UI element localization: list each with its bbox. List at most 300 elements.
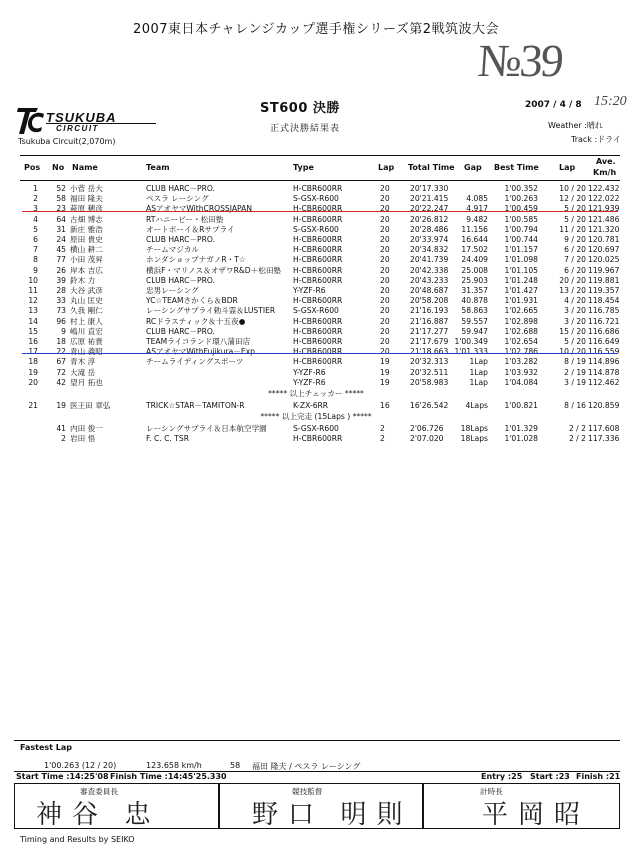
header-bottom-rule [20,180,620,181]
cell-gap: 4Laps [465,401,488,410]
cell-blap: 3 / 20 [564,316,586,326]
cell-lap: 19 [380,377,390,387]
cell-total: 21'17.679 [410,337,449,346]
cell-blap: 13 / 20 [559,286,586,295]
cell-ave: 116.785 [588,306,620,316]
cell-lap: 20 [380,296,390,306]
logo-text: TSUKUBA [46,110,117,125]
cell-best: 1'01.105 [504,265,538,275]
cell-total: 20'42.338 [410,265,449,275]
cell-blap: 20 / 20 [559,275,586,285]
cell-no: 28 [56,286,66,295]
cell-blap: 5 / 20 [564,204,586,214]
col-no: No [52,163,65,172]
table-row [0,276,632,285]
cell-pos: 19 [28,367,38,377]
fastest-lap-speed: 123.658 km/h [146,761,202,770]
cell-blap: 7 / 20 [564,255,586,265]
start-count: Start :23 [530,772,570,781]
cell-pos: 8 [33,255,38,265]
cell-lap: 16 [380,401,390,410]
col-best-lap: Lap [559,163,576,172]
timing-credit: Timing and Results by SEIKO [20,835,135,844]
cell-pos: 3 [33,204,38,214]
cell-type: S-GSX-R600 [293,194,339,204]
cell-name: 鈴木 力 [70,275,96,285]
cell-ave: 121.320 [588,224,620,234]
cell-team: ペスラ レーシング [146,194,209,204]
cell-name: 横山 耕二 [70,245,103,255]
cell-type: H-CBR600RR [293,357,343,367]
cell-name: 望月 拓也 [70,377,103,387]
cell-total: 21'17.277 [410,326,449,336]
cell-ave: 119.881 [588,275,620,285]
cell-team: チームライディングスポーツ [146,357,244,367]
cell-best: 1'00.744 [504,235,538,244]
cell-blap: 3 / 20 [564,306,586,316]
cell-lap: 2 [380,424,385,433]
cell-name: 村上 康人 [70,316,103,326]
cell-team: RTハニービー・松田塾 [146,214,224,224]
cell-blap: 2 / 2 [568,424,586,433]
cell-lap: 2 [380,434,385,444]
entry-count: Entry :25 [481,772,523,781]
cell-best: 1'02.898 [504,316,538,326]
cell-gap: 1'00.349 [454,337,488,346]
cell-no: 77 [56,255,66,265]
cell-total: 20'32.313 [410,357,449,367]
cell-gap: 1Lap [469,357,488,367]
fastest-lap-rider: 福田 隆夫 / ペスラ レーシング [252,762,361,771]
track-condition: Track :ドライ [571,135,621,144]
cell-name: 嶋川 直宏 [70,326,103,336]
steward-signature: 神谷 忠 [36,800,161,829]
table-row [0,235,632,244]
cell-blap: 11 / 20 [559,224,586,234]
cell-no: 18 [56,337,66,346]
cell-lap: 20 [380,194,390,204]
cell-team: YC☆TEAMさかくら＆BDR [146,296,238,306]
cell-name: 萩原 穂彦 [70,204,103,214]
cell-pos: 12 [28,296,38,306]
cell-total: 20'43.233 [410,275,449,285]
doc-subtitle: 正式決勝結果表 [270,124,341,134]
cell-no: 72 [56,367,66,377]
cell-total: 20'22.247 [410,204,449,214]
timekeeper-label: 計時長 [480,787,503,796]
cell-pos: 1 [33,184,38,193]
cell-best: 1'00.263 [504,194,538,204]
cell-type: S-GSX-R600 [293,224,339,234]
cell-total: 20'58.208 [410,296,449,306]
cell-gap: 25.008 [461,265,488,275]
cell-no: 41 [56,424,66,433]
cell-name: 医王田 章弘 [70,401,111,410]
cell-lap: 20 [380,326,390,336]
cell-lap: 20 [380,306,390,316]
cell-blap: 5 / 20 [564,214,586,224]
cell-ave: 117.608 [588,424,620,433]
cell-blap: 6 / 20 [564,245,586,255]
cell-total: 20'21.415 [410,194,449,204]
cell-gap: 25.903 [461,275,488,285]
fastest-lap-no: 58 [230,761,241,770]
cell-total: 2'06.726 [410,424,444,433]
cell-total: 20'28.486 [410,224,449,234]
event-title: ST600 決勝 [260,101,340,116]
cell-no: 24 [56,235,66,244]
cell-team: CLUB HARC－PRO. [146,275,215,285]
cell-lap: 20 [380,275,390,285]
cell-pos: 18 [28,357,38,367]
cell-type: H-CBR600RR [293,337,343,346]
cell-team: チームマジカル [146,245,200,255]
cell-type: Y-YZF-R6 [293,367,326,377]
cell-gap: 24.409 [461,255,488,265]
start-time: Start Time :14:25'08 [16,772,109,781]
cell-team: 忠男レーシング [146,286,199,295]
weather: Weather :晴れ [548,121,603,130]
cell-gap: 16.644 [461,235,488,244]
cell-type: H-CBR600RR [293,235,343,244]
cell-type: H-CBR600RR [293,326,343,336]
series-title: 2007東日本チャレンジカップ選手権シリーズ第2戦筑波大会 [132,22,500,37]
cell-total: 21'18.663 [410,347,449,357]
logo-subtext: CIRCUIT [56,124,99,133]
cell-team: TRICK☆STAR－TAMITON-R [146,401,245,410]
cell-team: ASアオヤマWithFujikura－Exp [146,347,255,357]
cell-best: 1'00.459 [504,204,538,214]
cell-lap: 20 [380,214,390,224]
cell-best: 1'01.248 [504,275,538,285]
cell-pos: 10 [28,275,38,285]
cell-gap: 18Laps [460,424,488,433]
cell-lap: 20 [380,286,390,295]
cell-lap: 20 [380,337,390,346]
cell-lap: 20 [380,265,390,275]
table-row [0,215,632,224]
cell-best: 1'01.329 [504,424,538,433]
cell-pos: 2 [33,194,38,204]
cell-ave: 120.781 [588,235,620,244]
cell-blap: 6 / 20 [564,265,586,275]
cell-ave: 116.686 [588,326,620,336]
cell-team: 横浜F・マリノス＆オザワR&D＋松田塾 [146,265,282,275]
cell-pos: 6 [33,235,38,244]
cell-name: 岩田 悟 [70,434,96,444]
table-row [0,204,632,213]
cell-pos: 5 [33,224,38,234]
cell-ave: 114.878 [588,367,620,377]
table-row [0,327,632,336]
cell-gap: 59.557 [461,316,488,326]
cell-type: H-CBR600RR [293,255,343,265]
cell-type: H-CBR600RR [293,316,343,326]
cell-ave: 120.025 [588,255,620,265]
cell-gap: 4.085 [466,194,488,204]
cell-total: 20'32.511 [410,367,449,377]
cell-name: 岸本 吉広 [70,265,103,275]
table-row [0,368,632,377]
cell-team: TEAMライコランド環八蒲田店 [146,337,251,346]
cell-blap: 12 / 20 [559,194,586,204]
fastest-lap-rule [14,740,620,741]
cell-blap: 10 / 20 [559,184,586,193]
cell-total: 2'07.020 [410,434,444,444]
cell-lap: 20 [380,184,390,193]
cell-best: 1'01.931 [504,296,538,306]
cell-type: H-CBR600RR [293,275,343,285]
cell-blap: 8 / 16 [564,401,586,410]
cell-ave: 121.486 [588,214,620,224]
cell-blap: 15 / 20 [559,326,586,336]
cell-ave: 112.462 [588,377,620,387]
cell-ave: 118.454 [588,296,620,306]
cell-ave: 119.357 [588,286,620,295]
cell-team: CLUB HARC－PRO. [146,235,215,244]
director-label: 競技監督 [292,787,323,796]
cell-blap: 9 / 20 [564,235,586,244]
cell-pos: 4 [33,214,38,224]
cell-team: CLUB HARC－PRO. [146,326,215,336]
cell-no: 26 [56,265,66,275]
cell-type: Y-YZF-R6 [293,286,326,295]
cell-best: 1'00.821 [504,401,538,410]
cell-name: 福田 隆夫 [70,194,103,204]
cell-best: 1'00.585 [504,214,538,224]
cell-pos: 9 [33,265,38,275]
cell-best: 1'01.427 [504,286,538,295]
cell-pos: 14 [28,316,38,326]
cell-lap: 19 [380,367,390,377]
cell-pos: 17 [28,347,38,357]
table-row [0,378,632,387]
table-row [0,337,632,346]
cell-no: 2 [61,434,66,444]
cell-type: H-CBR600RR [293,434,343,444]
cell-no: 22 [56,347,66,357]
cell-gap: 1Lap [469,367,488,377]
cell-pos: 16 [28,337,38,346]
cell-total: 20'48.687 [410,286,449,295]
fastest-lap-label: Fastest Lap [20,743,72,752]
cell-lap: 20 [380,245,390,255]
cell-blap: 4 / 20 [564,296,586,306]
table-row [0,317,632,326]
cell-no: 23 [56,204,66,214]
cell-no: 96 [56,316,66,326]
cell-blap: 2 / 2 [568,434,586,444]
cell-no: 73 [56,306,66,316]
cell-pos: 20 [28,377,38,387]
cell-ave: 120.859 [588,401,620,410]
fastest-lap-time: 1'00.263 (12 / 20) [44,761,117,770]
table-row [0,245,632,254]
cell-gap: 1'01.333 [454,347,488,357]
table-row [0,184,632,193]
cell-name: 古畑 博志 [70,214,103,224]
cell-lap: 19 [380,357,390,367]
cell-no: 45 [56,245,66,255]
cell-total: 21'16.193 [410,306,449,316]
cell-blap: 10 / 20 [559,347,586,357]
cell-team: オートボーイ＆Rサプライ [146,224,235,234]
cell-type: S-GSX-R600 [293,306,339,316]
cell-gap: 1Lap [469,377,488,387]
cell-total: 16'26.542 [410,401,449,410]
col-ave: Ave. [596,157,616,166]
cell-no: 9 [61,326,66,336]
cell-no: 33 [56,296,66,306]
cell-name: 青木 淳 [70,357,96,367]
table-row [0,286,632,295]
cell-blap: 3 / 19 [564,377,586,387]
cell-ave: 117.336 [588,434,620,444]
header-top-rule [20,155,620,156]
cell-name: 小菅 岳大 [70,184,103,193]
cell-no: 31 [56,224,66,234]
col-team: Team [146,163,170,172]
table-row [0,266,632,275]
finish-note: ***** 以上完走 (15Laps ) ***** [260,412,372,421]
circuit-name: Tsukuba Circuit(2,070m) [18,137,116,146]
cell-total: 20'58.983 [410,377,449,387]
cell-gap: 4.917 [466,204,488,214]
cell-ave: 116.559 [588,347,620,357]
cell-blap: 2 / 19 [564,367,586,377]
finish-count: Finish :21 [576,772,621,781]
cell-lap: 20 [380,316,390,326]
cell-pos: 7 [33,245,38,255]
cell-no: 42 [56,377,66,387]
cell-name: 青山 義昭 [70,347,103,357]
cell-gap: 58.863 [461,306,488,316]
col-best: Best Time [494,163,539,172]
cell-gap: 31.357 [461,286,488,295]
cell-no: 64 [56,214,66,224]
cell-type: H-CBR600RR [293,184,343,193]
cell-team: レーシングサプライ＆日本航空学園 [146,424,267,433]
timekeeper-signature: 平岡昭 [482,800,591,829]
col-type: Type [293,163,314,172]
cell-type: H-CBR600RR [293,347,343,357]
cell-best: 1'02.786 [504,347,538,357]
cell-best: 1'03.932 [504,367,538,377]
cell-total: 20'26.812 [410,214,449,224]
cell-lap: 20 [380,347,390,357]
table-row [0,434,632,443]
cell-gap: 18Laps [460,434,488,444]
cell-pos: 11 [28,286,38,295]
col-ave-unit: Km/h [593,168,617,177]
cell-type: H-CBR600RR [293,245,343,255]
table-row [0,194,632,203]
cell-ave: 119.967 [588,265,620,275]
cell-best: 1'01.098 [504,255,538,265]
cell-type: H-CBR600RR [293,265,343,275]
cell-type: H-CBR600RR [293,296,343,306]
cell-best: 1'00.794 [504,224,538,234]
cell-no: 67 [56,357,66,367]
cell-name: 小田 茂昇 [70,255,103,265]
cell-name: 大滝 岳 [70,367,96,377]
cell-best: 1'00.352 [504,184,538,193]
cell-total: 20'33.974 [410,235,449,244]
cell-gap: 59.947 [461,326,488,336]
cell-total: 20'17.330 [410,184,449,193]
steward-label: 審査委員長 [80,787,118,796]
table-row [0,306,632,315]
cell-no: 58 [56,194,66,204]
cell-lap: 20 [380,224,390,234]
cell-gap: 17.502 [461,245,488,255]
cell-type: H-CBR600RR [293,204,343,214]
tsukuba-logo-icon [16,104,46,140]
entry-number-stamp: №39 [476,35,564,86]
cell-team: ASアオヤマWithCROSSJAPAN [146,204,253,214]
cell-blap: 5 / 20 [564,337,586,346]
cell-team: RCドラスティック＆十五夜● [146,316,246,326]
cell-pos: 13 [28,306,38,316]
cell-team: F. C. C. TSR [146,434,189,444]
col-total: Total Time [408,163,455,172]
cell-ave: 116.649 [588,337,620,346]
cell-lap: 20 [380,204,390,214]
cell-pos: 15 [28,326,38,336]
cell-best: 1'04.084 [504,377,538,387]
handwritten-time: 15:20 [594,94,627,109]
cell-name: 丸山 匡史 [70,296,103,306]
cell-team: CLUB HARC－PRO. [146,184,215,193]
cell-type: H-CBR600RR [293,214,343,224]
checker-note: ***** 以上チェッカー ***** [268,389,364,398]
table-row [0,401,632,410]
cell-lap: 20 [380,235,390,244]
cell-name: 久我 剛仁 [70,306,103,316]
cell-gap: 11.156 [461,224,488,234]
cell-no: 39 [56,275,66,285]
cell-team: レーシングサプライ勅斗霊＆LUSTIER [146,306,276,316]
cell-lap: 20 [380,255,390,265]
cell-ave: 116.721 [588,316,620,326]
cell-gap: 9.482 [466,214,488,224]
cell-no: 52 [56,184,66,193]
col-pos: Pos [24,163,41,172]
table-row [0,424,632,433]
cell-pos: 21 [28,401,38,410]
cell-best: 1'02.688 [504,326,538,336]
cell-best: 1'03.282 [504,357,538,367]
race-date: 2007 / 4 / 8 [525,100,582,110]
cell-name: 原田 貴史 [70,235,103,244]
cell-type: S-GSX-R600 [293,424,339,433]
cell-ave: 122.432 [588,184,620,193]
cell-name: 大谷 武彦 [70,286,103,295]
cell-no: 19 [56,401,66,410]
cell-total: 20'34.832 [410,245,449,255]
col-gap: Gap [464,163,482,172]
table-row [0,347,632,356]
cell-gap: 40.878 [461,296,488,306]
cell-ave: 121.939 [588,204,620,214]
col-name: Name [72,163,98,172]
cell-best: 1'02.665 [504,306,538,316]
cell-ave: 122.022 [588,194,620,204]
cell-name: 新庄 雅浩 [70,224,103,234]
red-marker-line [22,211,618,212]
blue-marker-line [22,353,618,354]
col-lap: Lap [378,163,395,172]
